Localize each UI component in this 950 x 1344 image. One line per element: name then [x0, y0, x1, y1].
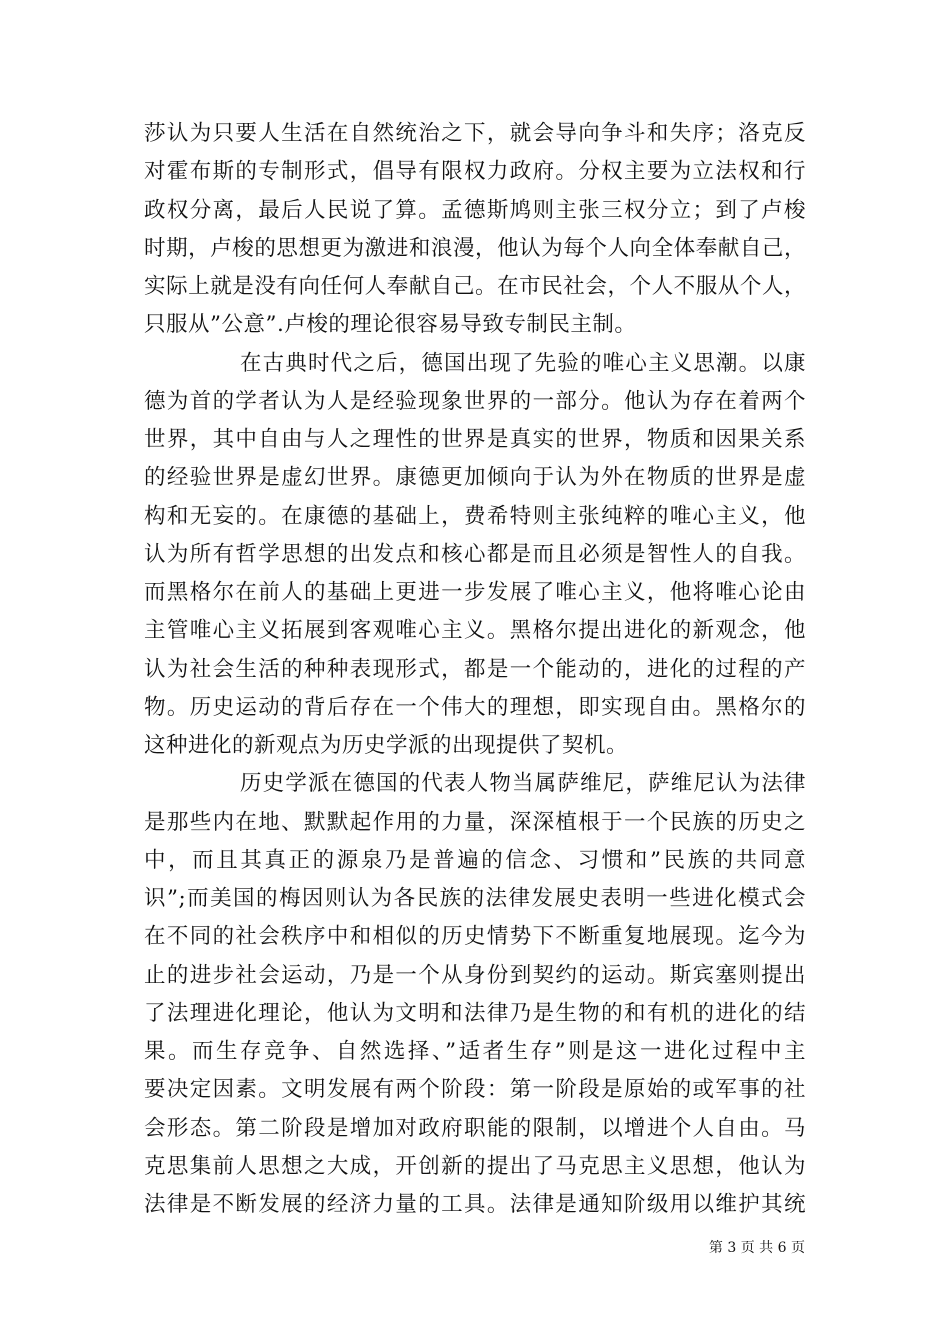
paragraph-line: 构和无妄的。在康德的基础上，费希特则主张纯粹的唯心主义，他 — [144, 503, 806, 529]
paragraph-line: 历史学派在德国的代表人物当属萨维尼，萨维尼认为法律 — [240, 771, 806, 797]
paragraph-line: 会形态。第二阶段是增加对政府职能的限制，以增进个人自由。马 — [144, 1115, 806, 1141]
paragraph-line: 了法理进化理论，他认为文明和法律乃是生物的和有机的进化的结 — [144, 1000, 806, 1026]
paragraph-line: 莎认为只要人生活在自然统治之下，就会导向争斗和失序；洛克反 — [144, 121, 806, 146]
paragraph-line: 果。而生存竞争、自然选择、”适者生存”则是这一进化过程中主 — [144, 1039, 806, 1064]
paragraph-2 — [144, 345, 806, 766]
paragraph-line: 中，而且其真正的源泉乃是普遍的信念、习惯和”民族的共同意 — [144, 847, 806, 873]
paragraph-line: 世界，其中自由与人之理性的世界是真实的世界，物质和因果关系 — [144, 427, 806, 452]
paragraph-line: 法律是不断发展的经济力量的工具。法律是通知阶级用以维护其统 — [144, 1192, 806, 1217]
paragraph-line: 而黑格尔在前人的基础上更进一步发展了唯心主义，他将唯心论由 — [144, 580, 806, 605]
paragraph-line: 德为首的学者认为人是经验现象世界的一部分。他认为存在着两个 — [144, 388, 806, 414]
paragraph-line: 止的进步社会运动，乃是一个从身份到契约的运动。斯宾塞则提出 — [144, 962, 806, 988]
document-body — [144, 115, 806, 1224]
paragraph-line: 主管唯心主义拓展到客观唯心主义。黑格尔提出进化的新观念，他 — [144, 618, 806, 644]
paragraph-line: 实际上就是没有向任何人奉献自己。在市民社会，个人不服从个人， — [144, 274, 806, 299]
paragraph-line: 只服从”公意”.卢梭的理论很容易导致专制民主制。 — [144, 312, 637, 338]
paragraph-line: 时期，卢梭的思想更为激进和浪漫，他认为每个人向全体奉献自己， — [144, 235, 806, 261]
paragraph-line: 要决定因素。文明发展有两个阶段：第一阶段是原始的或军事的社 — [144, 1077, 806, 1103]
paragraph-line: 克思集前人思想之大成，开创新的提出了马克思主义思想，他认为 — [144, 1153, 806, 1179]
paragraph-line: 这种进化的新观点为历史学派的出现提供了契机。 — [144, 733, 629, 758]
paragraph-line: 政权分离，最后人民说了算。孟德斯鸠则主张三权分立；到了卢梭 — [144, 197, 806, 223]
paragraph-line: 的经验世界是虚幻世界。康德更加倾向于认为外在物质的世界是虚 — [144, 465, 806, 491]
paragraph-line: 是那些内在地、默默起作用的力量，深深植根于一个民族的历史之 — [144, 809, 806, 835]
paragraph-3 — [144, 765, 806, 1224]
paragraph-line: 物。历史运动的背后存在一个伟大的理想，即实现自由。黑格尔的 — [144, 694, 806, 720]
paragraph-line: 认为所有哲学思想的出发点和核心都是而且必须是智性人的自我。 — [144, 541, 806, 567]
paragraph-line: 在不同的社会秩序中和相似的历史情势下不断重复地展现。迄今为 — [144, 924, 806, 950]
paragraph-line: 在古典时代之后，德国出现了先验的唯心主义思潮。以康 — [240, 350, 806, 376]
page-number: 第 3 页 共 6 页 — [708, 1240, 805, 1256]
paragraph-line: 对霍布斯的专制形式，倡导有限权力政府。分权主要为立法权和行 — [144, 159, 806, 185]
paragraph-line: 识”;而美国的梅因则认为各民族的法律发展史表明一些进化模式会 — [144, 886, 806, 911]
paragraph-line: 认为社会生活的种种表现形式，都是一个能动的，进化的过程的产 — [144, 656, 806, 682]
paragraph-1 — [144, 115, 806, 345]
